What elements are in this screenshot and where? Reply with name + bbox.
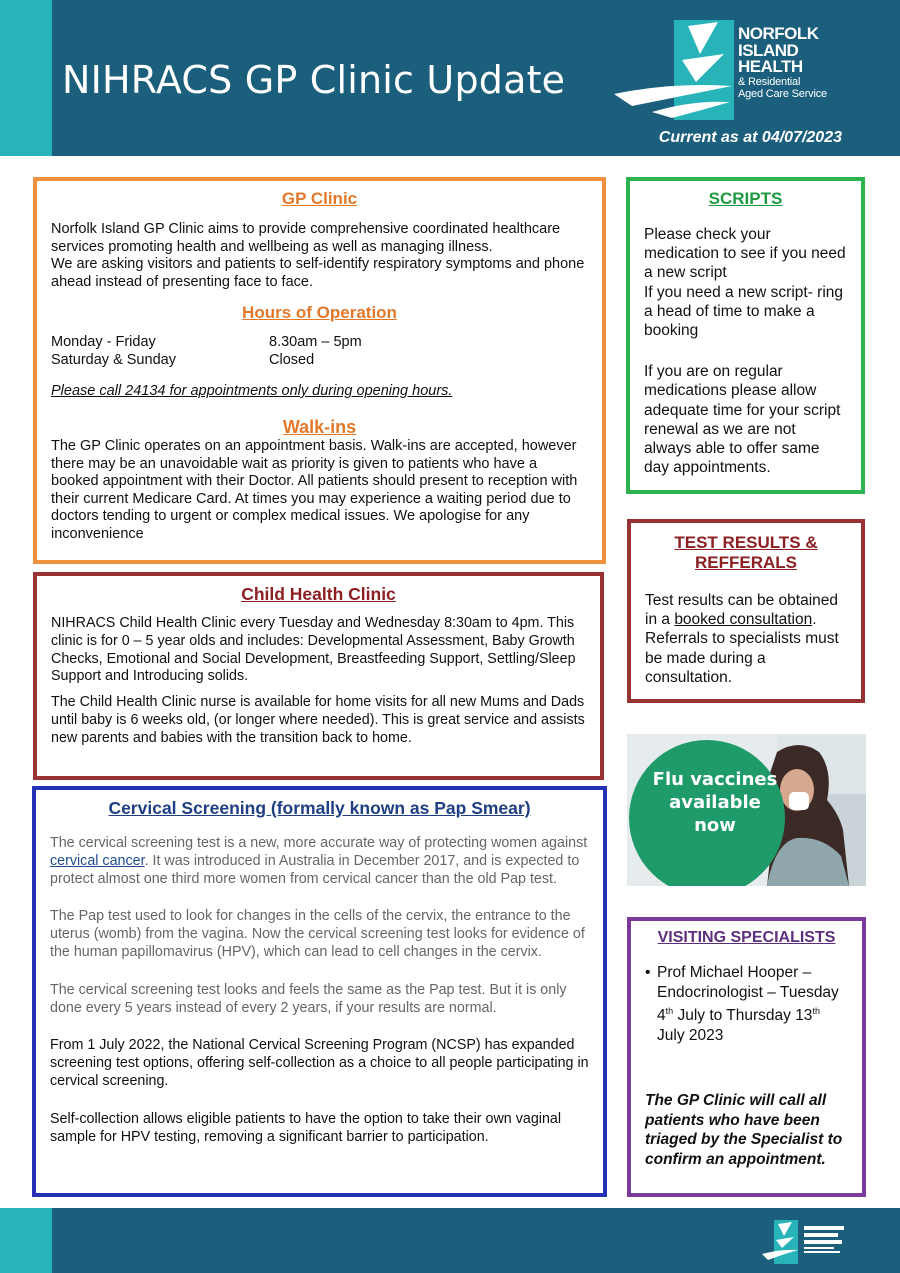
test-results-text xyxy=(645,591,847,687)
hours-days: Monday - Friday xyxy=(51,334,156,350)
hours-table xyxy=(51,333,588,369)
current-date: Current as at 04/07/2023 xyxy=(658,129,842,146)
flu-line-1: Flu vaccines xyxy=(652,769,778,790)
cervical-para-5: Self-collection allows eligible patients to have the option to take their own vaginal sample for HPV testing, removing a significant barrier to participation. xyxy=(50,1110,562,1145)
test-results-text-end: . Referrals to specialists must be made during a consultation. xyxy=(645,611,839,686)
gp-clinic-para-1: Norfolk Island GP Clinic aims to provide comprehensive coordinated healthcare services promoting health and wellbeing as well as managing illness. xyxy=(51,221,561,255)
flu-vaccine-text xyxy=(635,768,795,837)
logo-line-1: NORFOLK xyxy=(738,24,819,43)
test-results-text-start: Test results can be obtained in a xyxy=(645,592,839,629)
scripts-para-1 xyxy=(644,225,847,340)
specialist-text-c: July 2023 xyxy=(657,1026,724,1044)
page-footer xyxy=(0,1208,900,1273)
walkins-title: Walk-ins xyxy=(282,417,357,437)
list-item xyxy=(645,963,848,1045)
hours-days: Saturday & Sunday xyxy=(51,352,176,368)
logo-line-2: ISLAND xyxy=(738,40,799,60)
footer-accent-strip xyxy=(0,1208,52,1273)
hours-time: 8.30am – 5pm xyxy=(269,334,362,350)
visiting-specialists-box xyxy=(627,917,866,1197)
scripts-title: SCRIPTS xyxy=(708,189,783,208)
cervical-para-3: The cervical screening test looks and feels the same as the Pap test. But it is only done every 5 years instead of every 2 years, if your results are normal. xyxy=(50,981,567,1016)
cervical-para-1-text: The cervical screening test is a new, more accurate way of protecting women against xyxy=(50,835,588,851)
page-header xyxy=(0,0,900,156)
logo-text xyxy=(738,26,827,100)
cervical-para-1 xyxy=(50,835,589,888)
flu-vaccine-banner xyxy=(627,734,866,886)
specialist-sup-1: th xyxy=(665,1006,674,1016)
cervical-para-4: From 1 July 2022, the National Cervical Screening Program (NCSP) has expanded screening test options, offering self-collection as a choice to all people participating in cervical screening. xyxy=(50,1037,589,1089)
scripts-line-1: Please check your medication to see if you need a new script xyxy=(644,226,846,282)
scripts-box xyxy=(626,177,865,494)
specialist-note: The GP Clinic will call all patients who have been triaged by the Specialist to confirm an appointment. xyxy=(645,1092,843,1168)
gp-clinic-para-2: We are asking visitors and patients to self-identify respiratory symptoms and phone ahead instead of presenting face to face. xyxy=(51,256,585,290)
cervical-para-2: The Pap test used to look for changes in the cells of the cervix, the entrance to the uterus (womb) from the vagina. Now the cervical screening test looks for evidence of the human papillomavirus (HPV), which can lead to cell changes in the cervix. xyxy=(50,908,585,960)
gp-clinic-box xyxy=(33,177,606,564)
hours-row xyxy=(51,351,588,369)
logo-line-4: & Residential xyxy=(738,75,801,88)
walkins-text: The GP Clinic operates on an appointment basis. Walk-ins are accepted, however there may be an unavoidable wait as priority is given to patients who have a booked appointment with their Doctor. All patients should present to reception with their current Medicare Card. At times you may experience a waiting period due to doctors tending to urgent or complex medical issues. We apologise for any inconvenience xyxy=(51,438,578,542)
test-results-title: TEST RESULTS & REFFERALS xyxy=(674,533,818,572)
child-health-para-2: The Child Health Clinic nurse is available for home visits for all new Mums and Dads until baby is 6 weeks old, (or longer where needed). This is great service and assists new parents and babies with the transition back to home. xyxy=(51,694,585,746)
specialists-list xyxy=(645,963,848,1045)
gp-clinic-title: GP Clinic xyxy=(281,189,358,208)
hours-title: Hours of Operation xyxy=(242,303,397,322)
specialist-text-a: Prof Michael Hooper – Endocrinologist – Tuesday 4 xyxy=(657,964,839,1025)
specialist-sup-2: th xyxy=(812,1006,820,1016)
footer-logo-icon xyxy=(760,1218,872,1266)
hours-row xyxy=(51,333,588,351)
visiting-title: VISITING SPECIALISTS xyxy=(657,929,836,946)
logo-line-5: Aged Care Service xyxy=(738,88,827,101)
flu-line-2: available xyxy=(669,792,761,813)
test-results-box xyxy=(627,519,865,703)
cervical-screening-box xyxy=(32,786,607,1197)
call-note: Please call 24134 for appointments only during opening hours. xyxy=(51,383,453,399)
booked-consultation-link[interactable]: booked consultation xyxy=(674,611,813,629)
cervical-para-1-text-end: . It was introduced in Australia in December 2017, and is expected to protect almost one third more women from cervical cancer than the old Pap test. xyxy=(50,852,580,887)
child-health-box xyxy=(33,572,604,780)
scripts-line-2: If you need a new script- ring a head of time to make a booking xyxy=(644,283,844,340)
logo-line-3: HEALTH xyxy=(738,57,803,77)
specialist-text-b: July to Thursday 13 xyxy=(673,1007,813,1025)
flu-line-3: now xyxy=(694,815,736,836)
page-title: NIHRACS GP Clinic Update xyxy=(62,58,566,102)
child-health-title: Child Health Clinic xyxy=(241,584,396,604)
child-health-para-1: NIHRACS Child Health Clinic every Tuesday and Wednesday 8:30am to 4pm. This clinic is for 0 – 5 year olds and includes: Developmental Assessment, Baby Growth Checks, Emotional and Social Development, Breastfeeding Support, Settling/Sleep Support and Introducing solids. xyxy=(51,615,576,685)
header-accent-strip xyxy=(0,0,52,156)
hours-time: Closed xyxy=(269,352,315,368)
gp-clinic-intro xyxy=(51,221,588,291)
cervical-cancer-link[interactable]: cervical cancer xyxy=(50,852,145,869)
cervical-title: Cervical Screening (formally known as Pap Smear) xyxy=(108,798,531,818)
scripts-para-2: If you are on regular medications please allow adequate time for your script renewal as we are not always able to offer same day appointments. xyxy=(644,363,841,477)
